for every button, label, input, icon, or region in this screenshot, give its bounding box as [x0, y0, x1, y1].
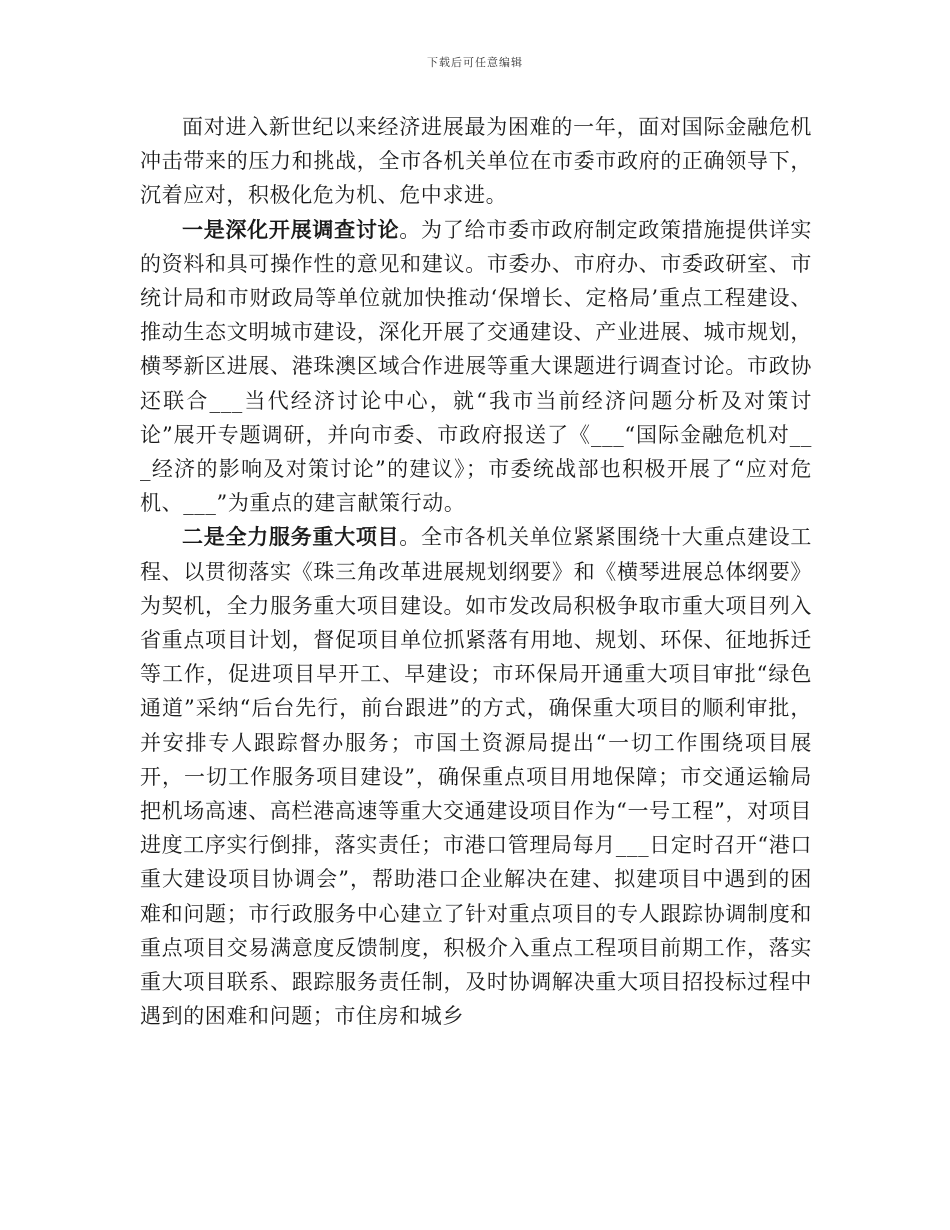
paragraph-text: 面对进入新世纪以来经济进展最为困难的一年，面对国际金融危机冲击带来的压力和挑战，全市各机关单位在市委市政府的正确领导下，沉着应对，积极化危为机、危中求进。	[140, 115, 812, 208]
paragraph-intro	[140, 110, 812, 213]
page-header: 下载后可任意编辑	[427, 56, 523, 69]
paragraph-lead: 一是深化开展调查讨论	[182, 216, 400, 242]
document-body	[140, 110, 812, 1033]
paragraph-research	[140, 213, 812, 521]
paragraph-text: 。全市各机关单位紧紧围绕十大重点建设工程、以贯彻落实《珠三角改革进展规划纲要》和《横琴进展总体纲要》为契机，全力服务重大项目建设。如市发改局积极争取市重大项目列入省重点项目计划，督促项目单位抓紧落有用地、规划、环保、征地拆迁等工作，促进项目早开工、早建设；市环保局开通重大项目审批“绿色通道”采纳“后台先行，前台跟进”的方式，确保重大项目的顺利审批，并安排专人跟踪督办服务；市国土资源局提出“一切工作围绕项目展开，一切工作服务项目建设”，确保重点项目用地保障；市交通运输局把机场高速、高栏港高速等重大交通建设项目作为“一号工程”，对项目进度工序实行倒排，落实责任；市港口管理局每月___日定时召开“港口重大建设项目协调会”，帮助港口企业解决在建、拟建项目中遇到的困难和问题；市行政服务中心建立了针对重点项目的专人跟踪协调制度和重点项目交易满意度反馈制度，积极介入重点工程项目前期工作，落实重大项目联系、跟踪服务责任制，及时协调解决重大项目招投标过程中遇到的困难和问题；市住房和城乡	[140, 525, 813, 1029]
paragraph-lead: 二是全力服务重大项目	[182, 524, 400, 550]
paragraph-projects	[140, 520, 812, 1033]
paragraph-text: 。为了给市委市政府制定政策措施提供详实的资料和具可操作性的意见和建议。市委办、市府办、市委政研室、市统计局和市财政局等单位就加快推动‘保增长、定格局’重点工程建设、推动生态文明城市建设，深化开展了交通建设、产业进展、城市规划，横琴新区进展、港珠澳区域合作进展等重大课题进行调查讨论。市政协还联合___当代经济讨论中心，就“我市当前经济问题分析及对策讨论”展开专题调研，并向市委、市政府报送了《___“国际金融危机对___经济的影响及对策讨论”的建议》；市委统战部也积极开展了“应对危机、___”为重点的建言献策行动。	[140, 217, 813, 516]
